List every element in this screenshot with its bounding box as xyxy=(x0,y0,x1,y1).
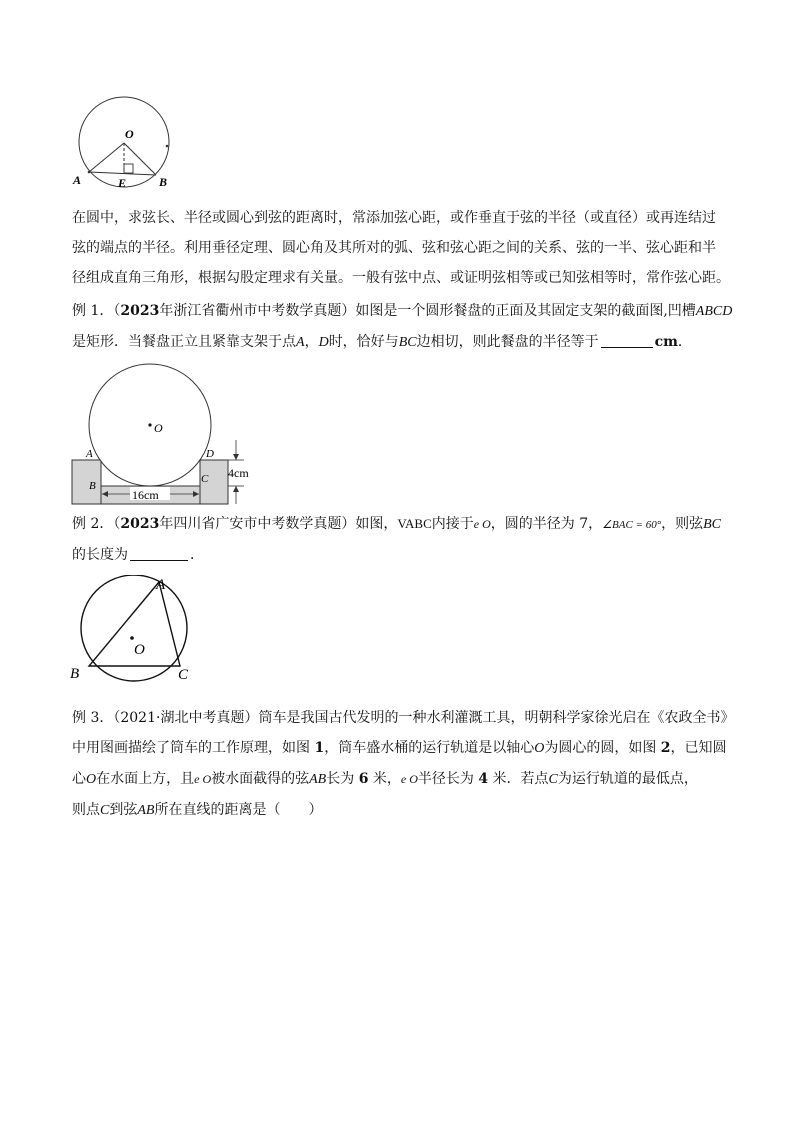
ex2-end: ． xyxy=(190,547,204,563)
ex2-text2: 内接于 xyxy=(431,516,474,532)
ex3-line-3 xyxy=(72,764,724,795)
fig1-right-angle-mark xyxy=(124,164,133,173)
fig1-point-dot xyxy=(166,145,169,148)
ex3-fig2-number: 2 xyxy=(660,740,671,756)
intro-line-2: 弦的端点的半径。利用垂径定理、圆心角及其所对的弧、弦和弦心距之间的关系、弦的一半、弦心距和半 xyxy=(72,240,716,256)
ex3-c1: C xyxy=(548,772,558,787)
fig2-dim-width: 16cm xyxy=(132,488,159,502)
ex3-line4b: 到弦 xyxy=(109,802,138,818)
ex3-text1: ）筒车是我国古代发明的一种水利灌溉工具，明朝科学家徐光启在《农政全书》 xyxy=(244,710,735,726)
fig1-label-b: B xyxy=(159,175,168,189)
ex3-circle-o-1: e O xyxy=(194,772,212,786)
ex3-line2d: ，已知圆 xyxy=(670,740,727,756)
ex2-source: 年四川省广安市中考数学真题 xyxy=(159,516,342,532)
ex1-end: ． xyxy=(677,334,692,350)
fig3-label-c: C xyxy=(178,667,189,683)
intro-paragraph xyxy=(72,203,730,293)
fig2-arrowhead-up xyxy=(233,486,239,492)
ex2-line-1 xyxy=(72,509,724,540)
fig2-label-c: C xyxy=(201,473,209,485)
fig3-label-a: A xyxy=(156,577,166,593)
ex3-line3f: 半径长为 xyxy=(417,771,479,787)
ex3-radius: 4 xyxy=(478,771,489,787)
ex3-ab1: AB xyxy=(309,772,327,787)
fig1-radius-oa xyxy=(89,143,124,172)
ex3-circle-o-2: e O xyxy=(400,772,418,786)
example-2 xyxy=(72,509,724,570)
ex2-circle-o: e O xyxy=(473,517,491,531)
ex3-line2b: ，筒车盛水桶的运行轨道是以轴心 xyxy=(324,740,535,756)
ex1-text2: 是矩形．当餐盘正立且紧靠支架于点 xyxy=(72,334,296,350)
ex1-point-d: D xyxy=(318,335,329,350)
ex3-chord-length: 6 xyxy=(358,771,369,787)
ex1-source: 年浙江省衢州市中考数学真题 xyxy=(159,303,342,319)
ex1-bc: BC xyxy=(398,335,417,350)
ex3-line3d: 长为 xyxy=(326,771,359,787)
ex3-line2a: 中用图画描绘了筒车的工作原理，如图 xyxy=(72,740,315,756)
ex3-line-2 xyxy=(72,733,727,764)
fig2-dim-height: 4cm xyxy=(228,466,249,480)
ex3-ab2: AB xyxy=(137,803,155,818)
ex3-line3e: 米， xyxy=(368,771,401,787)
ex3-line3g: 米．若点 xyxy=(488,771,549,787)
figure-1-circle-chord xyxy=(70,95,180,195)
ex1-text4: 边相切，则此餐盘的半径等于 xyxy=(416,334,599,350)
ex1-text1: ）如图是一个圆形餐盘的正面及其固定支架的截面图,凹槽 xyxy=(341,303,696,319)
fig1-label-a: A xyxy=(73,173,82,187)
ex3-line2c: 为圆心的圆，如图 xyxy=(544,740,661,756)
ex2-triangle: VABC xyxy=(397,516,432,531)
ex3-line-1 xyxy=(72,703,735,733)
ex3-source: 2021·湖北中考真题 xyxy=(120,710,245,726)
ex3-line4a: 则点 xyxy=(72,802,100,818)
fig1-label-e: E xyxy=(118,176,127,190)
ex1-line-2 xyxy=(72,327,724,358)
ex3-line-4 xyxy=(72,795,724,826)
fig2-stand-left xyxy=(72,460,101,504)
figure-3-inscribed-triangle xyxy=(66,575,201,685)
fig3-center-dot xyxy=(130,636,134,640)
fig3-label-o: O xyxy=(134,642,145,658)
intro-line-3: 径组成直角三角形，根据勾股定理求有关量。一般有弦中点、或证明弦相等或已知弦相等时，常作弦心距。 xyxy=(72,270,730,286)
ex2-year: 2023 xyxy=(120,516,160,532)
ex2-line-2 xyxy=(72,540,724,570)
ex2-text1: ）如图， xyxy=(341,516,398,532)
ex3-line3a: 心 xyxy=(72,771,86,787)
ex1-unit: cm xyxy=(654,334,678,350)
fig2-label-o: O xyxy=(154,421,163,435)
ex2-text3: ，圆的半径为 7， xyxy=(490,516,603,532)
ex3-line3c: 被水面截得的弦 xyxy=(211,771,310,787)
ex3-prefix: 例 3．（ xyxy=(72,710,121,726)
figure-2-plate-stand xyxy=(68,360,258,510)
ex3-fig1-number: 1 xyxy=(314,740,325,756)
ex3-line3b: 在水面上方，且 xyxy=(96,771,195,787)
fig2-arrowhead-down xyxy=(233,454,239,460)
ex1-text3: 时，恰好与 xyxy=(328,334,399,350)
ex3-c2: C xyxy=(100,803,110,818)
fig2-label-b: B xyxy=(89,480,96,492)
ex2-text5: 的长度为 xyxy=(72,547,128,563)
fig1-chord-ab xyxy=(89,172,156,175)
fig2-label-a: A xyxy=(86,448,93,460)
ex1-line-1 xyxy=(72,296,733,327)
ex2-angle: ∠BAC = 60° xyxy=(602,519,662,531)
fig1-label-o: O xyxy=(125,127,134,141)
ex3-o2: O xyxy=(86,772,97,787)
fig2-label-d: D xyxy=(206,448,214,460)
fig1-point-a-dot xyxy=(88,171,91,174)
example-3 xyxy=(72,703,735,826)
ex1-abcd: ABCD xyxy=(695,304,733,319)
fig3-label-b: B xyxy=(70,666,80,682)
ex1-point-a: A xyxy=(296,335,305,350)
fig1-radius-ob xyxy=(124,143,156,175)
ex3-line3h: 为运行轨道的最低点， xyxy=(557,771,698,787)
ex3-o1: O xyxy=(534,741,545,756)
ex1-year: 2023 xyxy=(120,303,160,319)
ex2-answer-blank[interactable] xyxy=(130,546,188,561)
ex3-line4c: 所在直线的距离是（ ） xyxy=(154,802,323,818)
intro-line-1: 在圆中，求弦长、半径或圆心到弦的距离时，常添加弦心距，或作垂直于弦的半径（或直径）或再连结过 xyxy=(72,210,716,226)
ex2-prefix: 例 2．（ xyxy=(72,516,121,532)
example-1 xyxy=(72,296,733,358)
ex1-comma: ， xyxy=(304,334,319,350)
ex2-text4: ，则弦 xyxy=(661,516,704,532)
fig2-center-dot xyxy=(148,423,151,426)
ex1-prefix: 例 1．（ xyxy=(72,303,121,319)
ex1-answer-blank[interactable] xyxy=(601,333,653,348)
ex2-bc: BC xyxy=(703,517,721,532)
